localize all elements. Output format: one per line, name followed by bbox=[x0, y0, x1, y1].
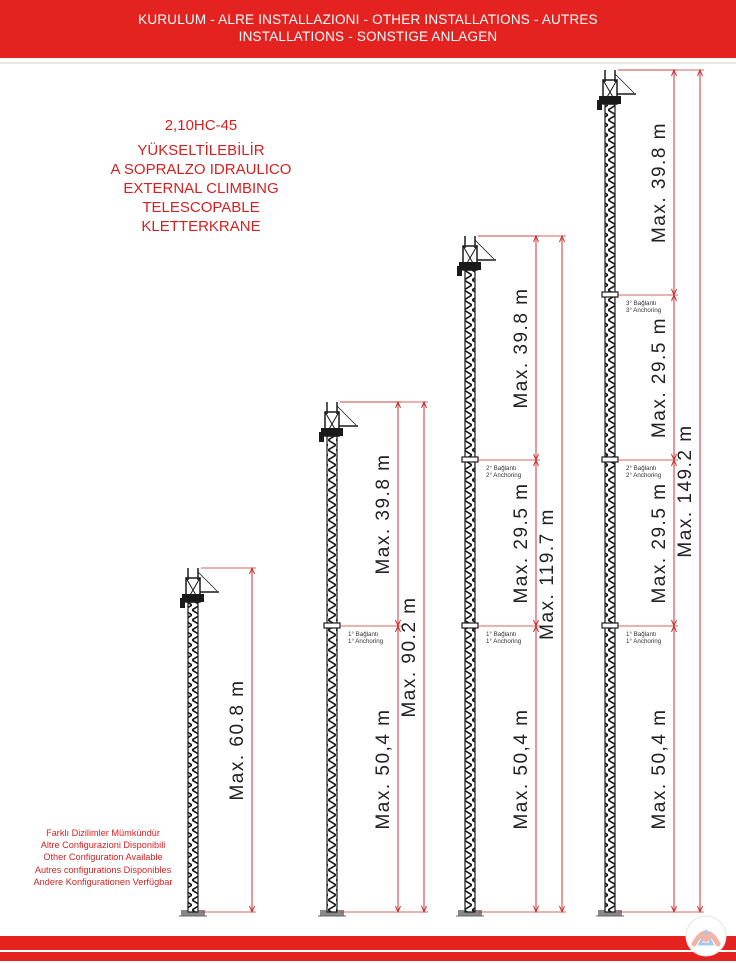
anchoring-label-tr: 2° Bağlantı bbox=[626, 465, 657, 472]
counterweight bbox=[457, 266, 462, 276]
segment-height-label: Max. 39.8 m bbox=[373, 453, 395, 575]
anchoring-collar bbox=[462, 623, 478, 628]
anchoring-collar bbox=[324, 623, 340, 628]
note-line: Altre Configurazioni Disponibili bbox=[40, 840, 166, 851]
slewing-ring bbox=[182, 594, 204, 602]
tower-mast bbox=[605, 104, 615, 912]
segment-height-label: Max. 50,4 m bbox=[511, 708, 533, 830]
title-line: YÜKSELTİLEBİLİR bbox=[137, 142, 265, 159]
total-height-label: Max. 119.7 m bbox=[537, 508, 559, 640]
slewing-ring bbox=[459, 262, 481, 270]
anchoring-label-en: 3° Anchoring bbox=[626, 307, 662, 314]
note-line: Autres configurations Disponibles bbox=[34, 864, 172, 875]
title-line: TELESCOPABLE bbox=[142, 199, 260, 216]
jib-tie bbox=[475, 240, 494, 259]
header-line-1: KURULUM - ALRE INSTALLAZIONI - OTHER INSTALLATIONS - AUTRES bbox=[138, 12, 598, 27]
anchoring-collar bbox=[602, 457, 618, 462]
segment-height-label: Max. 39.8 m bbox=[649, 121, 671, 244]
segment-height-label: Max. 29.5 m bbox=[649, 482, 671, 604]
title-line: A SOPRALZO IDRAULICO bbox=[110, 161, 292, 178]
segment-height-label: Max. 29.5 m bbox=[649, 316, 671, 439]
anchoring-label-en: 2° Anchoring bbox=[486, 472, 522, 479]
footer-stripe bbox=[0, 950, 736, 952]
crane-tower-1 bbox=[179, 568, 219, 916]
note-line: Andere Konfigurationen Verfügbar bbox=[33, 876, 173, 887]
slewing-ring bbox=[321, 428, 343, 436]
anchoring-collar bbox=[602, 292, 618, 297]
slewing-ring bbox=[599, 96, 621, 104]
anchoring-label-en: 1° Anchoring bbox=[486, 638, 522, 645]
model-name: 2,10HC-45 bbox=[164, 117, 238, 134]
anchoring-collar bbox=[462, 457, 478, 462]
tower-mast bbox=[188, 602, 198, 912]
counterweight bbox=[597, 100, 602, 110]
anchoring-label-en: 1° Anchoring bbox=[348, 638, 384, 645]
dimensions-1 bbox=[201, 568, 256, 912]
counterweight bbox=[319, 432, 324, 442]
dimensions-4 bbox=[618, 70, 704, 912]
segment-height-label: Max. 50,4 m bbox=[649, 708, 671, 830]
total-height-label: Max. 149.2 m bbox=[675, 424, 697, 558]
segment-height-label: Max. 50,4 m bbox=[373, 708, 395, 830]
anchoring-label-tr: 1° Bağlantı bbox=[348, 631, 379, 638]
segment-height-label: Max. 39.8 m bbox=[511, 287, 533, 409]
total-height-label: Max. 60.8 m bbox=[227, 679, 249, 801]
total-height-label: Max. 90.2 m bbox=[399, 596, 421, 718]
crane-logo-icon bbox=[684, 914, 728, 958]
title-line: EXTERNAL CLIMBING bbox=[123, 180, 279, 197]
counterweight bbox=[180, 598, 185, 608]
anchoring-label-tr: 3° Bağlantı bbox=[626, 300, 657, 307]
anchoring-label-en: 2° Anchoring bbox=[626, 472, 662, 479]
dimensions-2 bbox=[340, 402, 428, 912]
anchoring-label-en: 1° Anchoring bbox=[626, 638, 662, 645]
tower-mast bbox=[327, 436, 337, 912]
note-line: Farklı Dizilimler Mümkündür bbox=[46, 828, 160, 838]
title-line: KLETTERKRANE bbox=[141, 218, 261, 235]
footer-bar bbox=[0, 936, 736, 961]
anchoring-label-tr: 1° Bağlantı bbox=[626, 631, 657, 638]
anchoring-collar bbox=[602, 623, 618, 628]
jib-tie bbox=[198, 572, 217, 591]
segment-height-label: Max. 29.5 m bbox=[511, 482, 533, 604]
jib-tie bbox=[337, 406, 356, 425]
anchoring-label-tr: 1° Bağlantı bbox=[486, 631, 517, 638]
jib-tie bbox=[615, 74, 634, 93]
dimensions-3 bbox=[478, 236, 566, 912]
note-line: Other Configuration Available bbox=[43, 852, 163, 863]
anchoring-label-tr: 2° Bağlantı bbox=[486, 465, 517, 472]
tower-mast bbox=[465, 270, 475, 912]
header-line-2: INSTALLATIONS - SONSTIGE ANLAGEN bbox=[238, 29, 498, 44]
